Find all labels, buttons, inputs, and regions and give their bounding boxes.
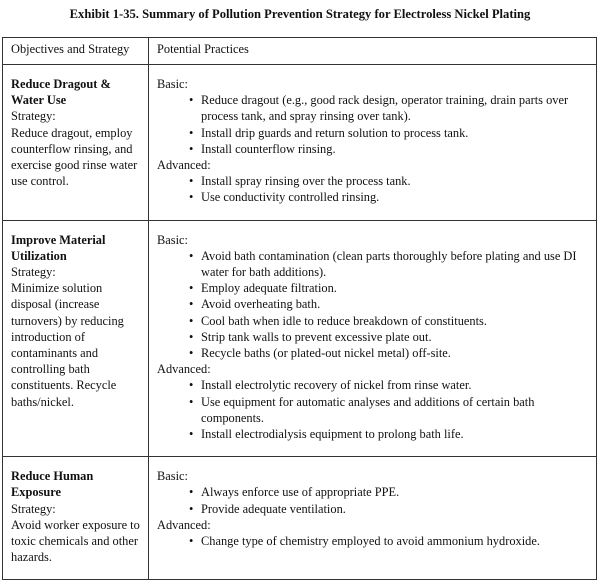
practice-item: • Reduce dragout (e.g., good rack design, operator training, drain parts over process tank, and spray rinsing over tank). [201,92,590,124]
practices-cell [149,65,597,221]
table-row [3,220,597,457]
basic-practices-list [157,92,590,157]
objective-title: Improve Material Utilization [11,232,106,263]
practice-item: • Avoid overheating bath. [201,296,590,312]
basic-label: Basic: [157,469,188,484]
objective-title: Reduce Human Exposure [11,469,94,500]
practice-item: • Install electrodialysis equipment to prolong bath life. [201,426,590,442]
strategy-label: Strategy: [11,109,56,124]
objective-cell [3,220,149,457]
strategy-label: Strategy: [11,265,56,280]
table-row [3,457,597,580]
advanced-practices-list [157,377,590,442]
basic-practices-list [157,484,590,516]
basic-label: Basic: [157,232,188,247]
practice-item: • Use conductivity controlled rinsing. [201,189,590,205]
strategy-label: Strategy: [11,501,56,516]
practices-cell [149,220,597,457]
practice-item: • Employ adequate filtration. [201,280,590,296]
strategy-text: Avoid worker exposure to toxic chemicals and other hazards. [11,517,140,565]
header-objectives: Objectives and Strategy [3,38,149,65]
header-practices: Potential Practices [149,38,597,65]
advanced-label: Advanced: [157,517,211,532]
practice-item: • Always enforce use of appropriate PPE. [201,484,590,500]
practice-item: • Use equipment for automatic analyses and additions of certain bath components. [201,394,590,426]
basic-practices-list [157,248,590,361]
table-row [3,65,597,221]
advanced-label: Advanced: [157,362,211,377]
strategy-table [2,37,597,580]
table-header-row [3,38,597,65]
practice-item: • Recycle baths (or plated-out nickel metal) off-site. [201,345,590,361]
advanced-practices-list [157,533,590,549]
basic-label: Basic: [157,77,188,91]
practice-item: • Install counterflow rinsing. [201,141,590,157]
advanced-practices-list [157,173,590,205]
practice-item: • Provide adequate ventilation. [201,501,590,517]
objective-cell [3,457,149,580]
practice-item: • Cool bath when idle to reduce breakdown of constituents. [201,313,590,329]
objective-cell [3,65,149,221]
practice-item: • Change type of chemistry employed to avoid ammonium hydroxide. [201,533,590,549]
practice-item: • Avoid bath contamination (clean parts thoroughly before plating and use DI water for bath additions). [201,248,590,280]
table-body [3,65,597,580]
practice-item: • Install drip guards and return solution to process tank. [201,125,590,141]
practice-item: • Install spray rinsing over the process tank. [201,173,590,189]
advanced-label: Advanced: [157,158,211,173]
practice-item: • Strip tank walls to prevent excessive plate out. [201,329,590,345]
strategy-text: Reduce dragout, employ counterflow rinsing, and exercise good rinse water use control. [11,125,138,189]
objective-title: Reduce Dragout & Water Use [11,77,111,108]
exhibit-title: Exhibit 1-35. Summary of Pollution Prevention Strategy for Electroless Nickel Plating [69,7,531,21]
strategy-text: Minimize solution disposal (increase turnovers) by reducing introduction of contaminants and controlling bath constituents. Recycle baths/nickel. [11,281,124,409]
practices-cell [149,457,597,580]
practice-item: • Install electrolytic recovery of nickel from rinse water. [201,377,590,393]
